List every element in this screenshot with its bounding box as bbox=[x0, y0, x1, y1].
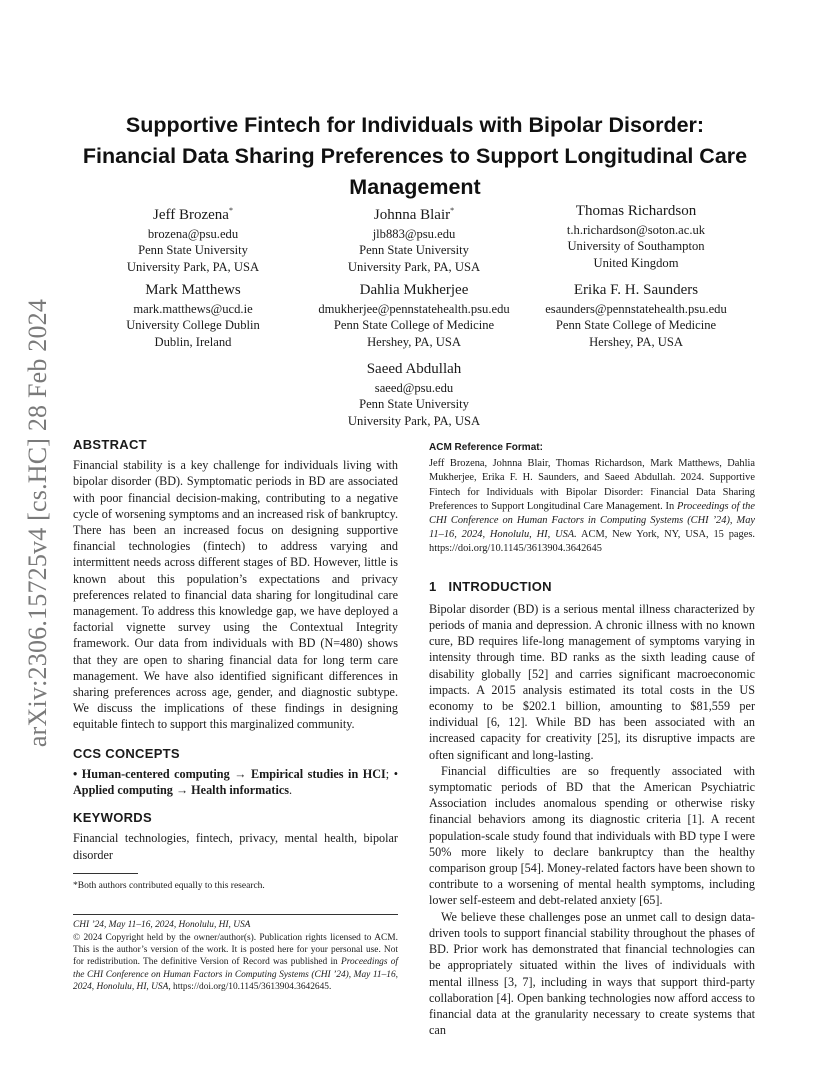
author-affiliation: Penn State College of Medicine bbox=[333, 318, 495, 333]
author-affiliation: Penn State College of Medicine bbox=[555, 318, 717, 333]
author-location: Dublin, Ireland bbox=[154, 334, 232, 349]
author-location: University Park, PA, USA bbox=[126, 259, 260, 274]
footnote-rule bbox=[73, 873, 138, 874]
copyright-rule bbox=[73, 914, 398, 915]
author-name: Saeed Abdullah bbox=[366, 361, 462, 377]
arxiv-identifier bbox=[18, 288, 58, 758]
author-name: Johnna Blair bbox=[373, 207, 451, 223]
equal-contribution-mark: * bbox=[228, 206, 233, 215]
author-location: Hershey, PA, USA bbox=[589, 334, 683, 349]
arxiv-id-text: arXiv:2306.15725v4 [cs.HC] 28 Feb 2024 bbox=[23, 298, 52, 748]
author-email[interactable]: saeed@psu.edu bbox=[374, 381, 454, 395]
intro-paragraph-1: Bipolar disorder (BD) is a serious mental illness characterized by periods of mania and depression. A chronic illness with no known cure, BD requires life-long management of symptoms varying in intensity through time. BD ranks as the sixth leading cause of disability globally [52] and carries significant macroeconomic impacts. A 2015 analysis estimated its total costs in the US economy to be $202.1 billion, amounting to $81,559 per individual [6, 12]. While BD has been associated with an increased capacity for creativity [25], its disruptive impacts are often significant and long-lasting. bbox=[429, 601, 755, 762]
section-number: 1 bbox=[429, 578, 437, 594]
author-block bbox=[289, 359, 539, 429]
author-affiliation: University College Dublin bbox=[126, 318, 260, 333]
author-affiliation: Penn State University bbox=[359, 397, 469, 412]
author-email[interactable]: jlb883@psu.edu bbox=[372, 227, 456, 241]
author-block bbox=[289, 201, 539, 275]
section-title: INTRODUCTION bbox=[448, 578, 552, 594]
left-column bbox=[73, 437, 398, 993]
author-name: Dahlia Mukherjee bbox=[359, 282, 469, 298]
title-line-1: Supportive Fintech for Individuals with Bipolar Disorder: bbox=[125, 113, 705, 137]
author-block bbox=[289, 280, 539, 350]
author-affiliation: Penn State University bbox=[138, 243, 248, 258]
ccs-heading: CCS CONCEPTS bbox=[73, 745, 180, 761]
copyright-proceedings: Proceedings of the CHI Conference on Human Factors in Computing Systems (CHI ’24), May 11–16, 2024, Honolulu, HI, USA bbox=[73, 957, 398, 992]
author-name: Jeff Brozena bbox=[153, 207, 229, 223]
author-affiliation: University of Southampton bbox=[567, 239, 705, 254]
author-email[interactable]: mark.matthews@ucd.ie bbox=[133, 302, 253, 316]
ccs-concept-1: • Human-centered computing → Empirical studies in HCI bbox=[73, 766, 386, 781]
author-location: United Kingdom bbox=[593, 255, 679, 270]
copyright-venue: CHI ’24, May 11–16, 2024, Honolulu, HI, USA bbox=[73, 919, 251, 930]
keywords-text: Financial technologies, fintech, privacy, mental health, bipolar disorder bbox=[73, 831, 398, 862]
title-line-3: Management bbox=[349, 175, 481, 199]
ccs-end: . bbox=[289, 783, 293, 798]
author-block bbox=[68, 201, 318, 275]
author-location: University Park, PA, USA bbox=[347, 413, 481, 428]
author-block bbox=[511, 280, 761, 350]
intro-heading bbox=[429, 579, 755, 595]
author-email[interactable]: dmukherjee@pennstatehealth.psu.edu bbox=[318, 302, 510, 316]
acm-reference-authors: Jeff Brozena, Johnna Blair, Thomas Richardson, Mark Matthews, Dahlia Mukherjee, Erika F. H. Saunders, and Saeed Abdullah. 2024. Supportive Fintech for Individuals with Bipolar Disorder: Financial Data Sharing Preferences to Support Longitudinal Care Management. In bbox=[429, 458, 755, 512]
intro-paragraph-3: We believe these challenges pose an unmet call to design data-driven tools to support financial stability throughout the phases of BD. Prior work has demonstrated that financial technologies can be appropriately situated within the lives of individuals with mental illness [3, 7], including in ways that support third-party collaboration [4]. Open banking technologies now afford access to financial data at the granularity necessary to create systems that can bbox=[429, 909, 755, 1038]
copyright-doi[interactable]: , https://doi.org/10.1145/3613904.3642645. bbox=[168, 981, 332, 992]
acm-reference-doi[interactable]: ACM, New York, NY, USA, 15 pages. https://doi.org/10.1145/3613904.3642645 bbox=[429, 529, 755, 555]
copyright-block bbox=[73, 919, 398, 993]
title-line-2: Financial Data Sharing Preferences to Support Longitudinal Care bbox=[82, 144, 748, 168]
paper-title bbox=[70, 110, 760, 203]
footnote-text: *Both authors contributed equally to this research. bbox=[73, 880, 265, 891]
author-name: Erika F. H. Saunders bbox=[573, 282, 699, 298]
right-column bbox=[429, 440, 755, 1038]
author-email[interactable]: t.h.richardson@soton.ac.uk bbox=[566, 223, 706, 237]
intro-paragraph-2: Financial difficulties are so frequently associated with symptomatic periods of BD that the American Psychiatric Association includes anomalous spending or otherwise risky financial behaviors among its diagnostic criteria [1]. A recent population-scale study found that individuals with BD type I were 50% more likely to declare bankruptcy than the healthy comparison group [54]. Money-related factors have been shown to contribute to a worsening of mental health symptoms, including lower self-esteem and debt-related anxiety [65]. bbox=[429, 763, 755, 908]
author-name: Thomas Richardson bbox=[575, 203, 697, 219]
author-name: Mark Matthews bbox=[145, 282, 241, 298]
acm-reference-proceedings: Proceedings of the CHI Conference on Human Factors in Computing Systems (CHI ’24), May 11–16, 2024, Honolulu, HI, USA. bbox=[429, 500, 755, 541]
acm-reference-heading: ACM Reference Format: bbox=[429, 442, 543, 453]
author-email[interactable]: esaunders@pennstatehealth.psu.edu bbox=[545, 302, 727, 316]
author-block bbox=[68, 280, 318, 350]
author-location: Hershey, PA, USA bbox=[367, 334, 461, 349]
author-location: University Park, PA, USA bbox=[347, 259, 481, 274]
equal-contribution-mark: * bbox=[450, 206, 455, 215]
ccs-concepts bbox=[73, 766, 398, 798]
ccs-concept-2: Applied computing → Health informatics bbox=[73, 783, 289, 798]
author-email[interactable]: brozena@psu.edu bbox=[147, 227, 239, 241]
author-block bbox=[511, 201, 761, 271]
abstract-heading: ABSTRACT bbox=[73, 437, 147, 452]
ccs-separator: ; • bbox=[385, 766, 398, 781]
keywords-heading: KEYWORDS bbox=[73, 810, 152, 826]
copyright-notice: © 2024 Copyright held by the owner/author(s). Publication rights licensed to ACM. This is the author’s version of the work. It is posted here for your personal use. Not for redistribution. The definitive Version of Record was published in bbox=[73, 933, 398, 968]
acm-reference-text bbox=[429, 457, 755, 556]
abstract-text: Financial stability is a key challenge for individuals living with bipolar disorder (BD). Symptomatic periods in BD are associated with poor financial decision-making, contributing to a negative cycle of worsening symptoms and an increased risk of bankruptcy. There has been an increased focus on designing supportive financial technologies (fintech) to address varying and intermittent needs across different stages of BD. However, little is known about this population’s expectations and privacy preferences related to financial data sharing for longitudinal care management. To address this knowledge gap, we have deployed a factorial vignette survey using the Contextual Integrity framework. Our data from individuals with BD (N=480) shows that they are open to sharing financial data for long term care management. We have also identified significant differences in sharing preferences across age, gender, and diagnostic subtype. We discuss the implications of these findings in designing equitable fintech to support this marginalized community. bbox=[73, 458, 398, 732]
author-affiliation: Penn State University bbox=[359, 243, 469, 258]
